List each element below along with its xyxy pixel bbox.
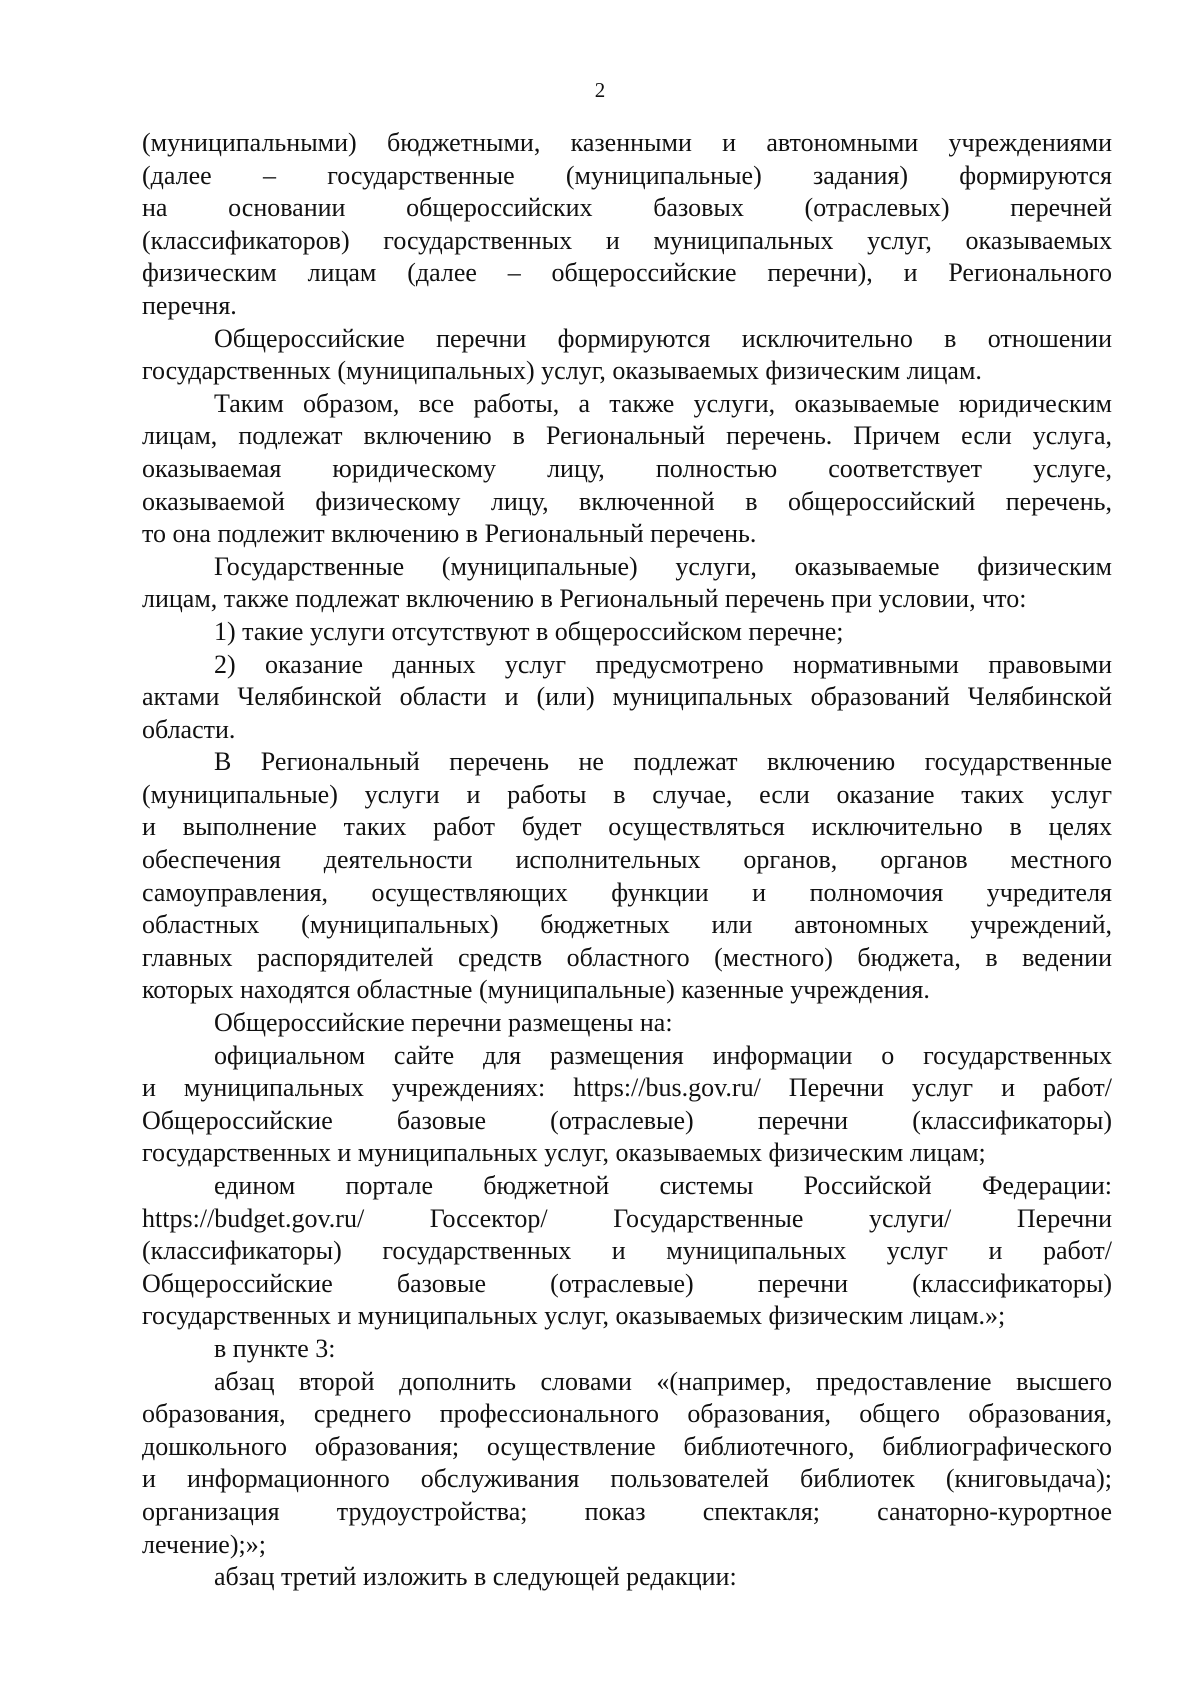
text-line: лицам, также подлежат включению в Региональный перечень при условии, что:: [142, 584, 1027, 614]
text-line: оказываемой физическому лицу, включенной в общероссийский перечень,: [142, 486, 1112, 516]
paragraph: [142, 1007, 1112, 1040]
text-line: (муниципальными) бюджетными, казенными и автономными учреждениями: [142, 128, 1112, 157]
text-line: которых находятся областные (муниципальные) казенные учреждения.: [142, 975, 930, 1005]
text-line: перечня.: [142, 290, 237, 320]
text-line: лечение);»;: [142, 1529, 266, 1559]
text-line: Общероссийские перечни формируются исключительно в отношении: [214, 323, 1112, 353]
paragraph: [142, 1170, 1112, 1333]
text-line: Общероссийские перечни размещены на:: [214, 1008, 673, 1038]
text-line: едином портале бюджетной системы Российской Федерации:: [214, 1171, 1112, 1200]
text-line: актами Челябинской области и (или) муниципальных образований Челябинской: [142, 682, 1112, 712]
text-line: образования, среднего профессионального образования, общего образования,: [142, 1399, 1112, 1429]
paragraph: [142, 1561, 1112, 1594]
text-line: государственных (муниципальных) услуг, оказываемых физическим лицам.: [142, 356, 982, 386]
text-line: (классификаторов) государственных и муниципальных услуг, оказываемых: [142, 225, 1112, 255]
text-line: в пункте 3:: [214, 1333, 336, 1363]
text-line: (далее – государственные (муниципальные) задания) формируются: [142, 160, 1112, 190]
text-line: и информационного обслуживания пользователей библиотек (книговыдача);: [142, 1464, 1112, 1494]
text-line: области.: [142, 714, 236, 744]
text-line: https://budget.gov.ru/ Госсектор/ Государственные услуги/ Перечни: [142, 1203, 1112, 1233]
text-line: организация трудоустройства; показ спектакля; санаторно-курортное: [142, 1496, 1112, 1526]
text-line: Таким образом, все работы, а также услуги, оказываемые юридическим: [214, 388, 1112, 418]
paragraph: [142, 388, 1112, 551]
text-line: государственных и муниципальных услуг, оказываемых физическим лицам;: [142, 1138, 986, 1168]
text-line: В Региональный перечень не подлежат включению государственные: [214, 747, 1112, 777]
text-line: Общероссийские базовые (отраслевые) перечни (классификаторы): [142, 1268, 1112, 1298]
text-line: (муниципальные) услуги и работы в случае, если оказание таких услуг: [142, 779, 1112, 809]
paragraph: [142, 1366, 1112, 1562]
text-line: 1) такие услуги отсутствуют в общероссийском перечне;: [214, 616, 844, 646]
paragraph: [142, 1040, 1112, 1170]
text-line: областных (муниципальных) бюджетных или автономных учреждений,: [142, 910, 1112, 940]
paragraph: [142, 616, 1112, 649]
text-line: абзац третий изложить в следующей редакции:: [214, 1562, 737, 1592]
paragraph: [142, 746, 1112, 1007]
text-line: самоуправления, осуществляющих функции и полномочия учредителя: [142, 877, 1112, 907]
text-line: главных распорядителей средств областного (местного) бюджета, в ведении: [142, 942, 1112, 972]
paragraph: [142, 323, 1112, 388]
text-line: оказываемая юридическому лицу, полностью соответствует услуге,: [142, 453, 1112, 483]
text-line: официальном сайте для размещения информации о государственных: [214, 1040, 1112, 1070]
text-line: физическим лицам (далее – общероссийские перечни), и Регионального: [142, 258, 1112, 288]
text-line: 2) оказание данных услуг предусмотрено нормативными правовыми: [214, 649, 1112, 679]
text-line: то она подлежит включению в Региональный перечень.: [142, 519, 757, 549]
paragraph: [142, 1333, 1112, 1366]
text-line: и муниципальных учреждениях: https://bus.gov.ru/ Перечни услуг и работ/: [142, 1073, 1112, 1103]
text-line: лицам, подлежат включению в Региональный перечень. Причем если услуга,: [142, 421, 1112, 451]
document-body: [142, 127, 1112, 1594]
text-line: Государственные (муниципальные) услуги, оказываемые физическим: [214, 551, 1112, 581]
text-line: обеспечения деятельности исполнительных органов, органов местного: [142, 845, 1112, 875]
text-line: Общероссийские базовые (отраслевые) перечни (классификаторы): [142, 1105, 1112, 1135]
text-line: дошкольного образования; осуществление библиотечного, библиографического: [142, 1431, 1112, 1461]
text-line: и выполнение таких работ будет осуществляться исключительно в целях: [142, 812, 1112, 842]
paragraph: [142, 127, 1112, 323]
text-line: на основании общероссийских базовых (отраслевых) перечней: [142, 193, 1112, 223]
paragraph: [142, 551, 1112, 616]
text-line: (классификаторы) государственных и муниципальных услуг и работ/: [142, 1236, 1112, 1266]
paragraph: [142, 649, 1112, 747]
page-number: 2: [594, 78, 606, 102]
text-line: абзац второй дополнить словами «(например, предоставление высшего: [214, 1366, 1112, 1396]
text-line: государственных и муниципальных услуг, оказываемых физическим лицам.»;: [142, 1301, 1006, 1331]
